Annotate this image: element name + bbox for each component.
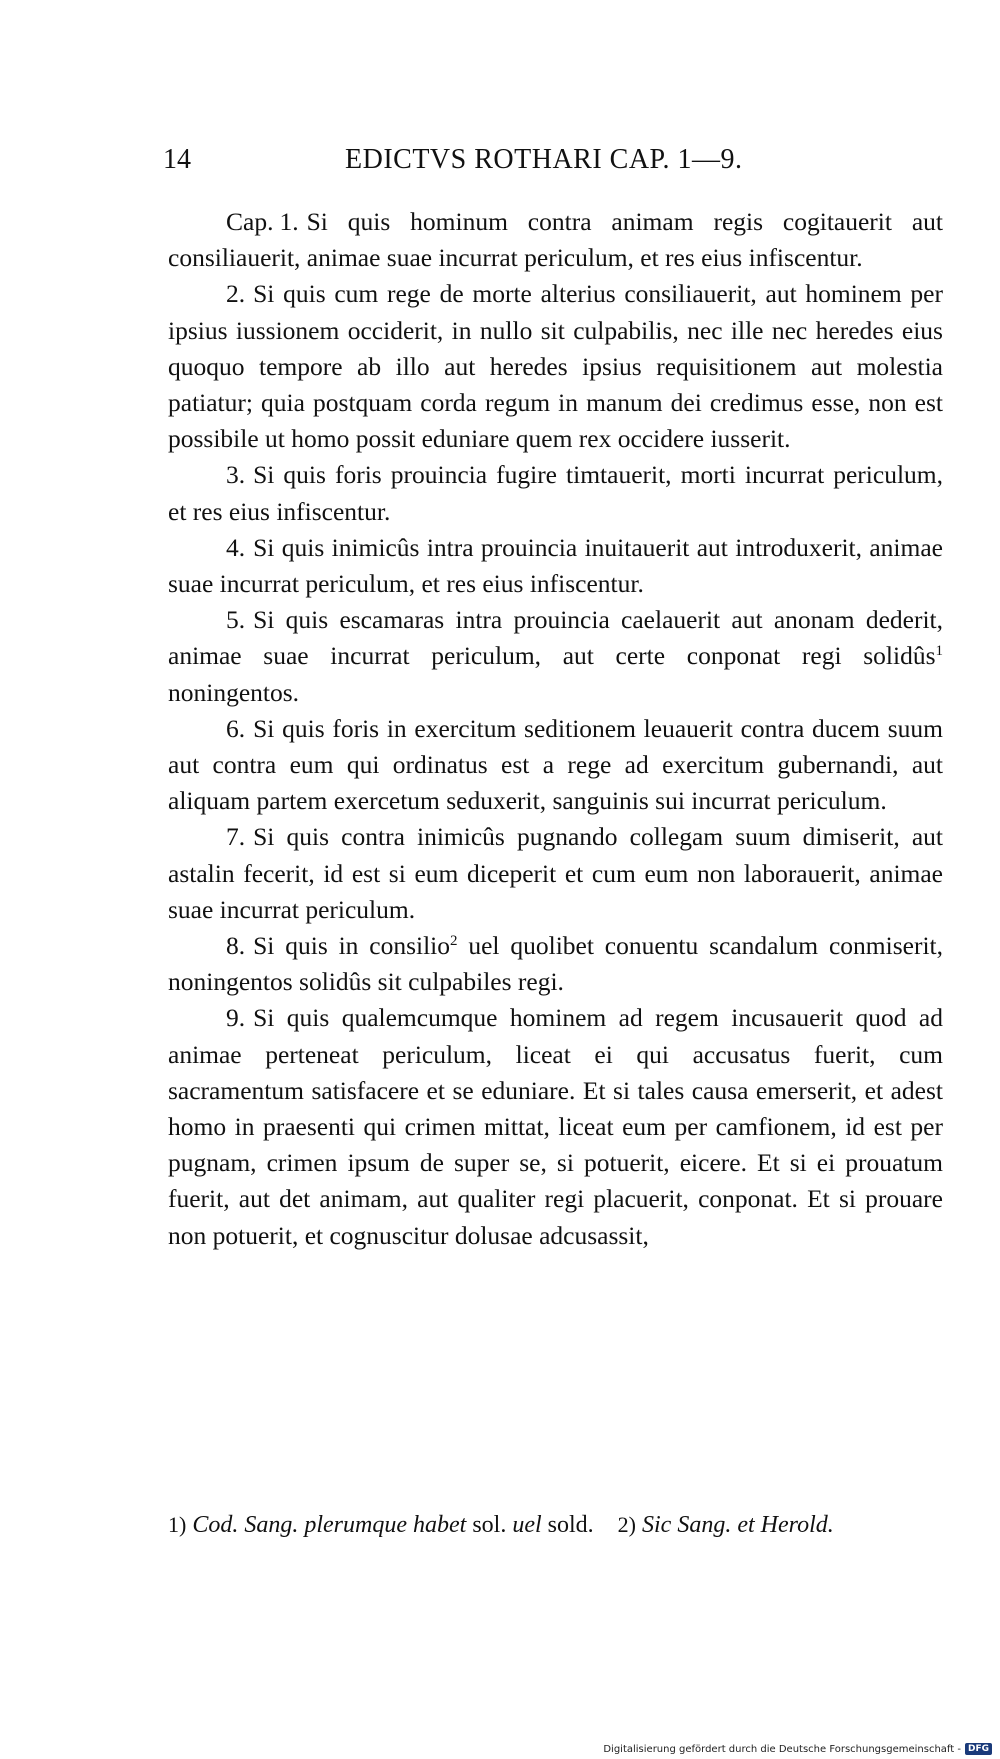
footnote-roman: sold. bbox=[547, 1512, 594, 1538]
footnote-roman: sol. bbox=[472, 1512, 507, 1538]
footnote-mark: 1) bbox=[168, 1512, 187, 1537]
chapter-text: Si quis escamaras intra prouincia caelauerit aut anonam dederit, animae suae incurrat periculum, aut certe conponat regi solidûs bbox=[168, 605, 943, 671]
page-number: 14 bbox=[163, 144, 191, 175]
footnote-italic: Sic Sang. et Herold. bbox=[642, 1512, 834, 1538]
chapter-number: 8. bbox=[226, 931, 246, 961]
dfg-logo: DFG bbox=[965, 1743, 992, 1755]
chapter-1 bbox=[168, 204, 943, 276]
chapter-text: Si quis inimicûs intra prouincia inuitauerit aut introduxerit, animae suae incurrat periculum, et res eius infiscentur. bbox=[168, 532, 943, 599]
chapter-3 bbox=[168, 457, 943, 529]
footnote-italic: uel bbox=[512, 1512, 542, 1538]
chapter-number: 2. bbox=[226, 279, 246, 309]
running-title: EDICTVS ROTHARI CAP. 1—9. bbox=[345, 144, 743, 175]
chapter-number: 3. bbox=[226, 460, 246, 490]
chapter-text: Si quis foris prouincia fugire timtauerit, morti incurrat periculum, et res eius infiscentur. bbox=[168, 460, 943, 526]
footnote-mark: 2) bbox=[617, 1512, 636, 1537]
footnote-2 bbox=[618, 1512, 834, 1538]
chapter-text: Si quis contra inimicûs pugnando collegam suum dimiserit, aut astalin fecerit, id est si eum diceperit et cum eum non laborauerit, animae suae incurrat periculum. bbox=[168, 822, 943, 924]
digitization-credit bbox=[603, 1743, 992, 1755]
chapter-number: 5. bbox=[226, 605, 246, 635]
chapter-text-continued: noningentos. bbox=[168, 677, 300, 707]
chapter-number: 7. bbox=[226, 822, 246, 852]
chapter-text: Si quis in consilio bbox=[253, 931, 451, 961]
edict-text bbox=[168, 204, 943, 1254]
chapter-number: 6. bbox=[226, 713, 246, 743]
chapter-number: 1. bbox=[279, 207, 299, 236]
digitization-note: Digitalisierung gefördert durch die Deutsche Forschungsgemeinschaft - bbox=[603, 1743, 961, 1755]
chapter-6 bbox=[168, 711, 943, 820]
chapter-9 bbox=[168, 1000, 943, 1253]
footnote-reference: 1 bbox=[935, 643, 943, 660]
page-header bbox=[163, 140, 943, 180]
footnote-1 bbox=[168, 1512, 594, 1538]
chapter-4 bbox=[168, 530, 943, 602]
chapter-number: 9. bbox=[226, 1003, 246, 1033]
chapter-text-continued: uel quolibet conuentu scandalum conmiserit, noningentos solidûs sit culpabiles regi. bbox=[168, 931, 943, 997]
chapter-label: Cap. bbox=[226, 207, 274, 236]
chapter-text: Si quis cum rege de morte alterius consiliauerit, aut hominem per ipsius iussionem occiderit, in nullo sit culpabilis, nec ille nec heredes eius quoquo tempore ab illo aut heredes ipsius requisitionem aut molestia patiatur; quia postquam corda regum in manum dei credimus esse, non est possibile ut homo possit eduniare quem rex occidere iusserit. bbox=[168, 279, 943, 454]
footnotes bbox=[168, 1508, 943, 1542]
chapter-text: Si quis foris in exercitum seditionem leuauerit contra ducem suum aut contra eum qui ordinatus est a rege ad exercitum gubernandi, aut aliquam partem exercetum seduxerit, sanguinis sui incurrat periculum. bbox=[168, 713, 943, 816]
chapter-text: Si quis qualemcumque hominem ad regem incusauerit quod ad animae perteneat periculum, liceat ei qui accusatus fuerit, cum sacramentum satisfacere et se eduniare. Et si tales causa emerserit, et adest homo in praesenti qui crimen mittat, liceat eum per camfionem, id est per pugnam, crimen ipsum de super se, si potuerit, eicere. Et si ei prouatum fuerit, aut det animam, aut qualiter regi placuerit, conponat. Et si prouare non potuerit, et cognuscitur dolusae adcusassit, bbox=[168, 1003, 943, 1250]
chapter-number: 4. bbox=[226, 532, 246, 562]
chapter-text: Si quis hominum contra animam regis cogitauerit aut consiliauerit, animae suae incurrat periculum, et res eius infiscentur. bbox=[168, 207, 943, 273]
footnote-reference: 2 bbox=[450, 933, 458, 950]
footnote-italic: Cod. Sang. plerumque habet bbox=[192, 1512, 467, 1538]
chapter-7 bbox=[168, 819, 943, 928]
chapter-8 bbox=[168, 928, 943, 1000]
chapter-5 bbox=[168, 602, 943, 711]
chapter-2 bbox=[168, 276, 943, 457]
